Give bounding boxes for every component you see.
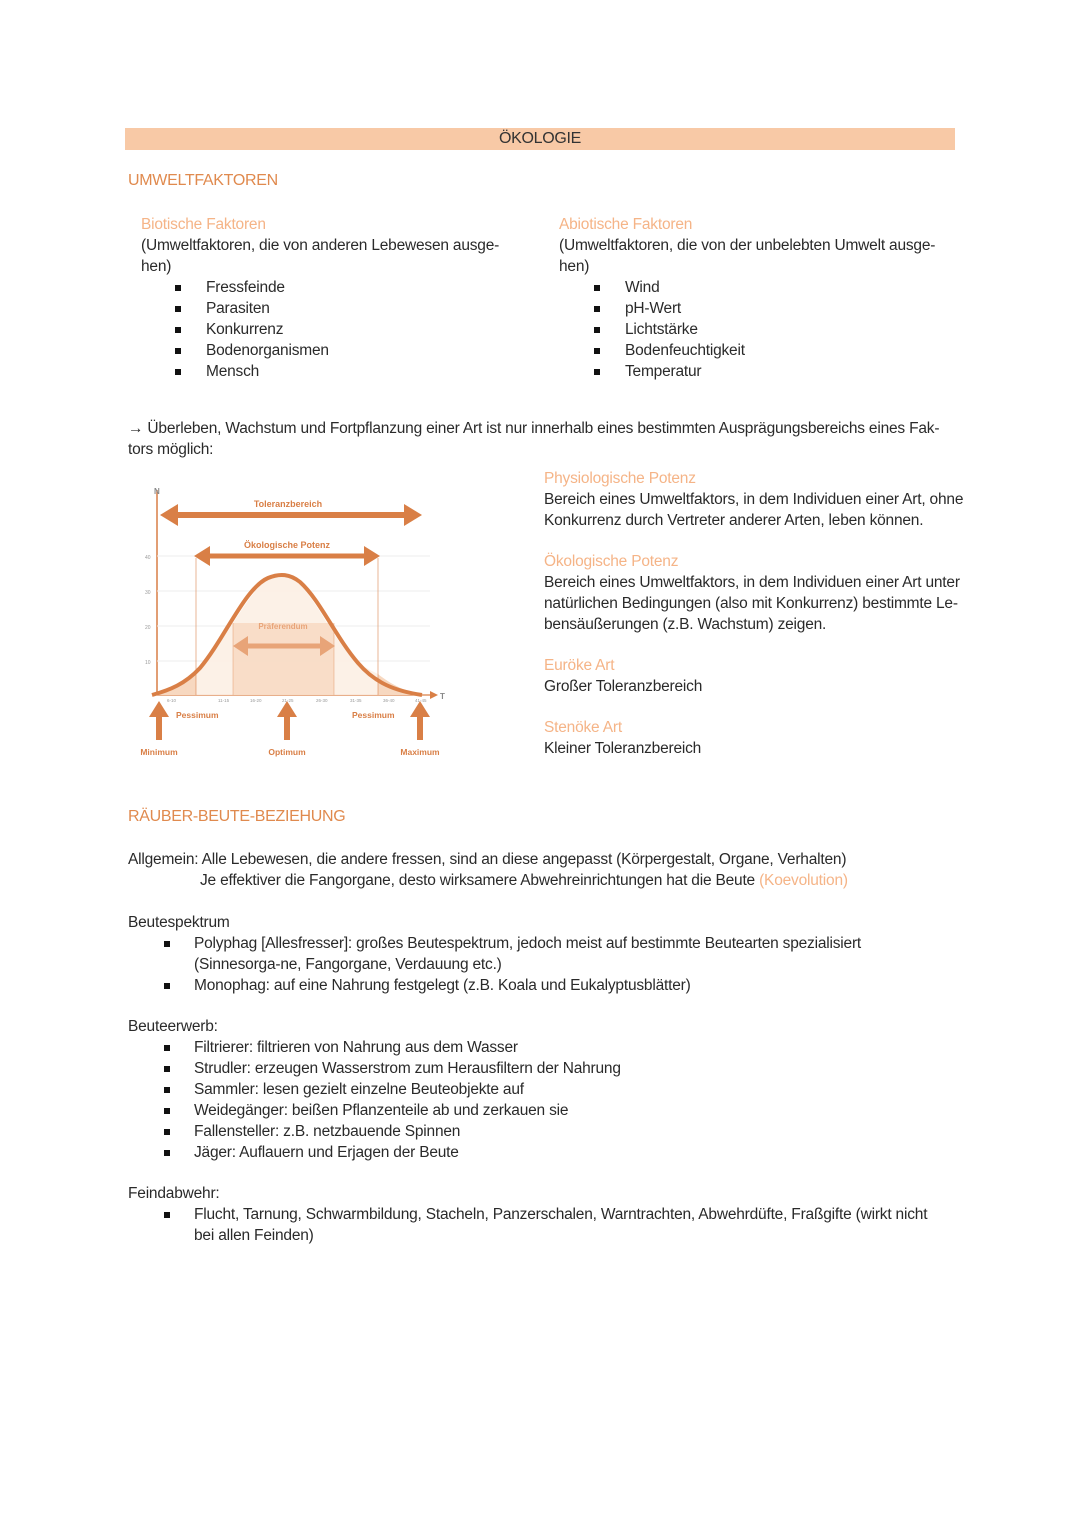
- definition-text: Bereich eines Umweltfaktors, in dem Individuen einer Art unter: [544, 574, 960, 591]
- tolerance-diagram: [130, 478, 460, 768]
- definition-text: bensäußerungen (z.B. Wachstum) zeigen.: [544, 616, 827, 633]
- list-item: Jäger: Auflauern und Erjagen der Beute: [160, 1142, 945, 1163]
- arrow-right-icon: [404, 504, 422, 526]
- list-item: Bodenfeuchtigkeit: [559, 340, 959, 361]
- x-tick: 26-30: [316, 698, 328, 703]
- definition-text: Großer Toleranzbereich: [544, 678, 703, 695]
- section-heading-raeuber-beute: RÄUBER-BEUTE-BEZIEHUNG: [128, 808, 346, 825]
- x-tick: 21-25: [282, 698, 294, 703]
- beuteerwerb-block: [128, 1016, 958, 1163]
- list-item: Fressfeinde: [141, 277, 541, 298]
- y-tick: 30: [145, 590, 151, 596]
- allgemein-line2: [128, 870, 958, 891]
- feindabwehr-block: [128, 1183, 958, 1246]
- beutespektrum-title: Beutespektrum: [128, 914, 230, 931]
- definition-stenoeke-art: [544, 717, 974, 759]
- x-tick: 36-40: [383, 698, 395, 703]
- definition-text: Kleiner Toleranzbereich: [544, 740, 702, 757]
- definition-term: Stenöke Art: [544, 719, 622, 736]
- x-tick: 16-20: [250, 698, 262, 703]
- beutespektrum-list: [160, 933, 945, 996]
- definition-term: Physiologische Potenz: [544, 470, 696, 487]
- list-item: Bodenorganismen: [141, 340, 541, 361]
- x-axis-label: T: [440, 692, 445, 701]
- abiotic-description-line1: (Umweltfaktoren, die von der unbelebten Umwelt ausge-: [559, 237, 936, 254]
- allgemein-line1: Allgemein: Alle Lebewesen, die andere fressen, sind an diese angepasst (Körpergestalt, Organe, Verhalten): [128, 851, 847, 868]
- definition-term: Euröke Art: [544, 657, 615, 674]
- minimum-label: Minimum: [140, 747, 178, 757]
- list-item: Konkurrenz: [141, 319, 541, 340]
- beuteerwerb-list: [160, 1037, 945, 1163]
- biotic-factors-block: [141, 214, 541, 382]
- allgemein-line2-text: Je effektiver die Fangorgane, desto wirksamere Abwehreinrichtungen hat die Beute: [200, 872, 755, 889]
- y-tick: 10: [145, 660, 151, 666]
- optimum-label: Optimum: [268, 747, 306, 757]
- list-item: Wind: [559, 277, 959, 298]
- feindabwehr-list: [160, 1204, 950, 1246]
- biotic-description-line1: (Umweltfaktoren, die von anderen Lebewesen ausge-: [141, 237, 500, 254]
- list-item: Sammler: lesen gezielt einzelne Beuteobjekte auf: [160, 1079, 945, 1100]
- oeko-potenz-label: Ökologische Potenz: [243, 540, 331, 550]
- definition-text: natürlichen Bedingungen (also mit Konkurrenz) bestimmte Le-: [544, 595, 958, 612]
- page-title: ÖKOLOGIE: [125, 128, 955, 150]
- maximum-arrow-icon: [410, 701, 430, 740]
- list-item: Flucht, Tarnung, Schwarmbildung, Stacheln, Panzerschalen, Warntrachten, Abwehrdüfte, Fraßgifte (wirkt nicht bei allen Feinden): [160, 1204, 950, 1246]
- arrow-left-icon: [160, 504, 178, 526]
- pessimum-label-right: Pessimum: [352, 710, 395, 720]
- list-item: Weidegänger: beißen Pflanzenteile ab und zerkauen sie: [160, 1100, 945, 1121]
- list-item: Strudler: erzeugen Wasserstrom zum Herausfiltern der Nahrung: [160, 1058, 945, 1079]
- biotic-title: Biotische Faktoren: [141, 216, 266, 233]
- definition-oekologische-potenz: [544, 551, 974, 635]
- list-item: pH-Wert: [559, 298, 959, 319]
- x-tick: 31-35: [350, 698, 362, 703]
- statement-block: [128, 418, 958, 460]
- toleranz-label: Toleranzbereich: [253, 499, 323, 509]
- pessimum-label-left: Pessimum: [176, 710, 219, 720]
- list-item: Mensch: [141, 361, 541, 382]
- definition-text: Konkurrenz durch Vertreter anderer Arten, leben können.: [544, 512, 924, 529]
- statement-line2: tors möglich:: [128, 441, 214, 458]
- definition-text: Bereich eines Umweltfaktors, in dem Individuen einer Art, ohne: [544, 491, 964, 508]
- list-item: Temperatur: [559, 361, 959, 382]
- beutespektrum-block: [128, 912, 958, 996]
- praeferendum-label: Präferendum: [258, 622, 308, 631]
- x-tick: 41-45: [415, 698, 427, 703]
- y-tick: 20: [145, 625, 151, 631]
- abiotic-list: [559, 277, 959, 382]
- list-item: Filtrierer: filtrieren von Nahrung aus dem Wasser: [160, 1037, 945, 1058]
- list-item: Monophag: auf eine Nahrung festgelegt (z.B. Koala und Eukalyptusblätter): [160, 975, 945, 996]
- allgemein-block: [128, 849, 958, 891]
- y-tick: 40: [145, 555, 151, 561]
- statement-line1: → Überleben, Wachstum und Fortpflanzung einer Art ist nur innerhalb eines bestimmten Ausprägungsbereichs eines Fak-: [128, 420, 940, 437]
- praeferendum-area: [233, 623, 334, 695]
- definition-term: Ökologische Potenz: [544, 553, 679, 570]
- x-tick: 11-15: [218, 698, 230, 703]
- definition-physiologische-potenz: [544, 468, 974, 531]
- list-item: Polyphag [Allesfresser]: großes Beutespektrum, jedoch meist auf bestimmte Beutearten spezialisiert (Sinnesorga-ne, Fangorgane, Verdauung etc.): [160, 933, 945, 975]
- abiotic-factors-block: [559, 214, 959, 382]
- minimum-arrow-icon: [149, 701, 169, 740]
- abiotic-title: Abiotische Faktoren: [559, 216, 693, 233]
- y-axis-label: N: [154, 487, 160, 496]
- abiotic-description-line2: hen): [559, 258, 590, 275]
- maximum-label: Maximum: [400, 747, 440, 757]
- beuteerwerb-title: Beuteerwerb:: [128, 1018, 218, 1035]
- list-item: Parasiten: [141, 298, 541, 319]
- list-item: Lichtstärke: [559, 319, 959, 340]
- x-tick: 6-10: [167, 698, 177, 703]
- biotic-list: [141, 277, 541, 382]
- biotic-description-line2: hen): [141, 258, 172, 275]
- list-item: Fallensteller: z.B. netzbauende Spinnen: [160, 1121, 945, 1142]
- optimum-arrow-icon: [277, 701, 297, 740]
- section-heading-umweltfaktoren: UMWELTFAKTOREN: [128, 172, 278, 189]
- feindabwehr-title: Feindabwehr:: [128, 1185, 220, 1202]
- koevolution-term: (Koevolution): [759, 872, 848, 889]
- definition-euroeke-art: [544, 655, 974, 697]
